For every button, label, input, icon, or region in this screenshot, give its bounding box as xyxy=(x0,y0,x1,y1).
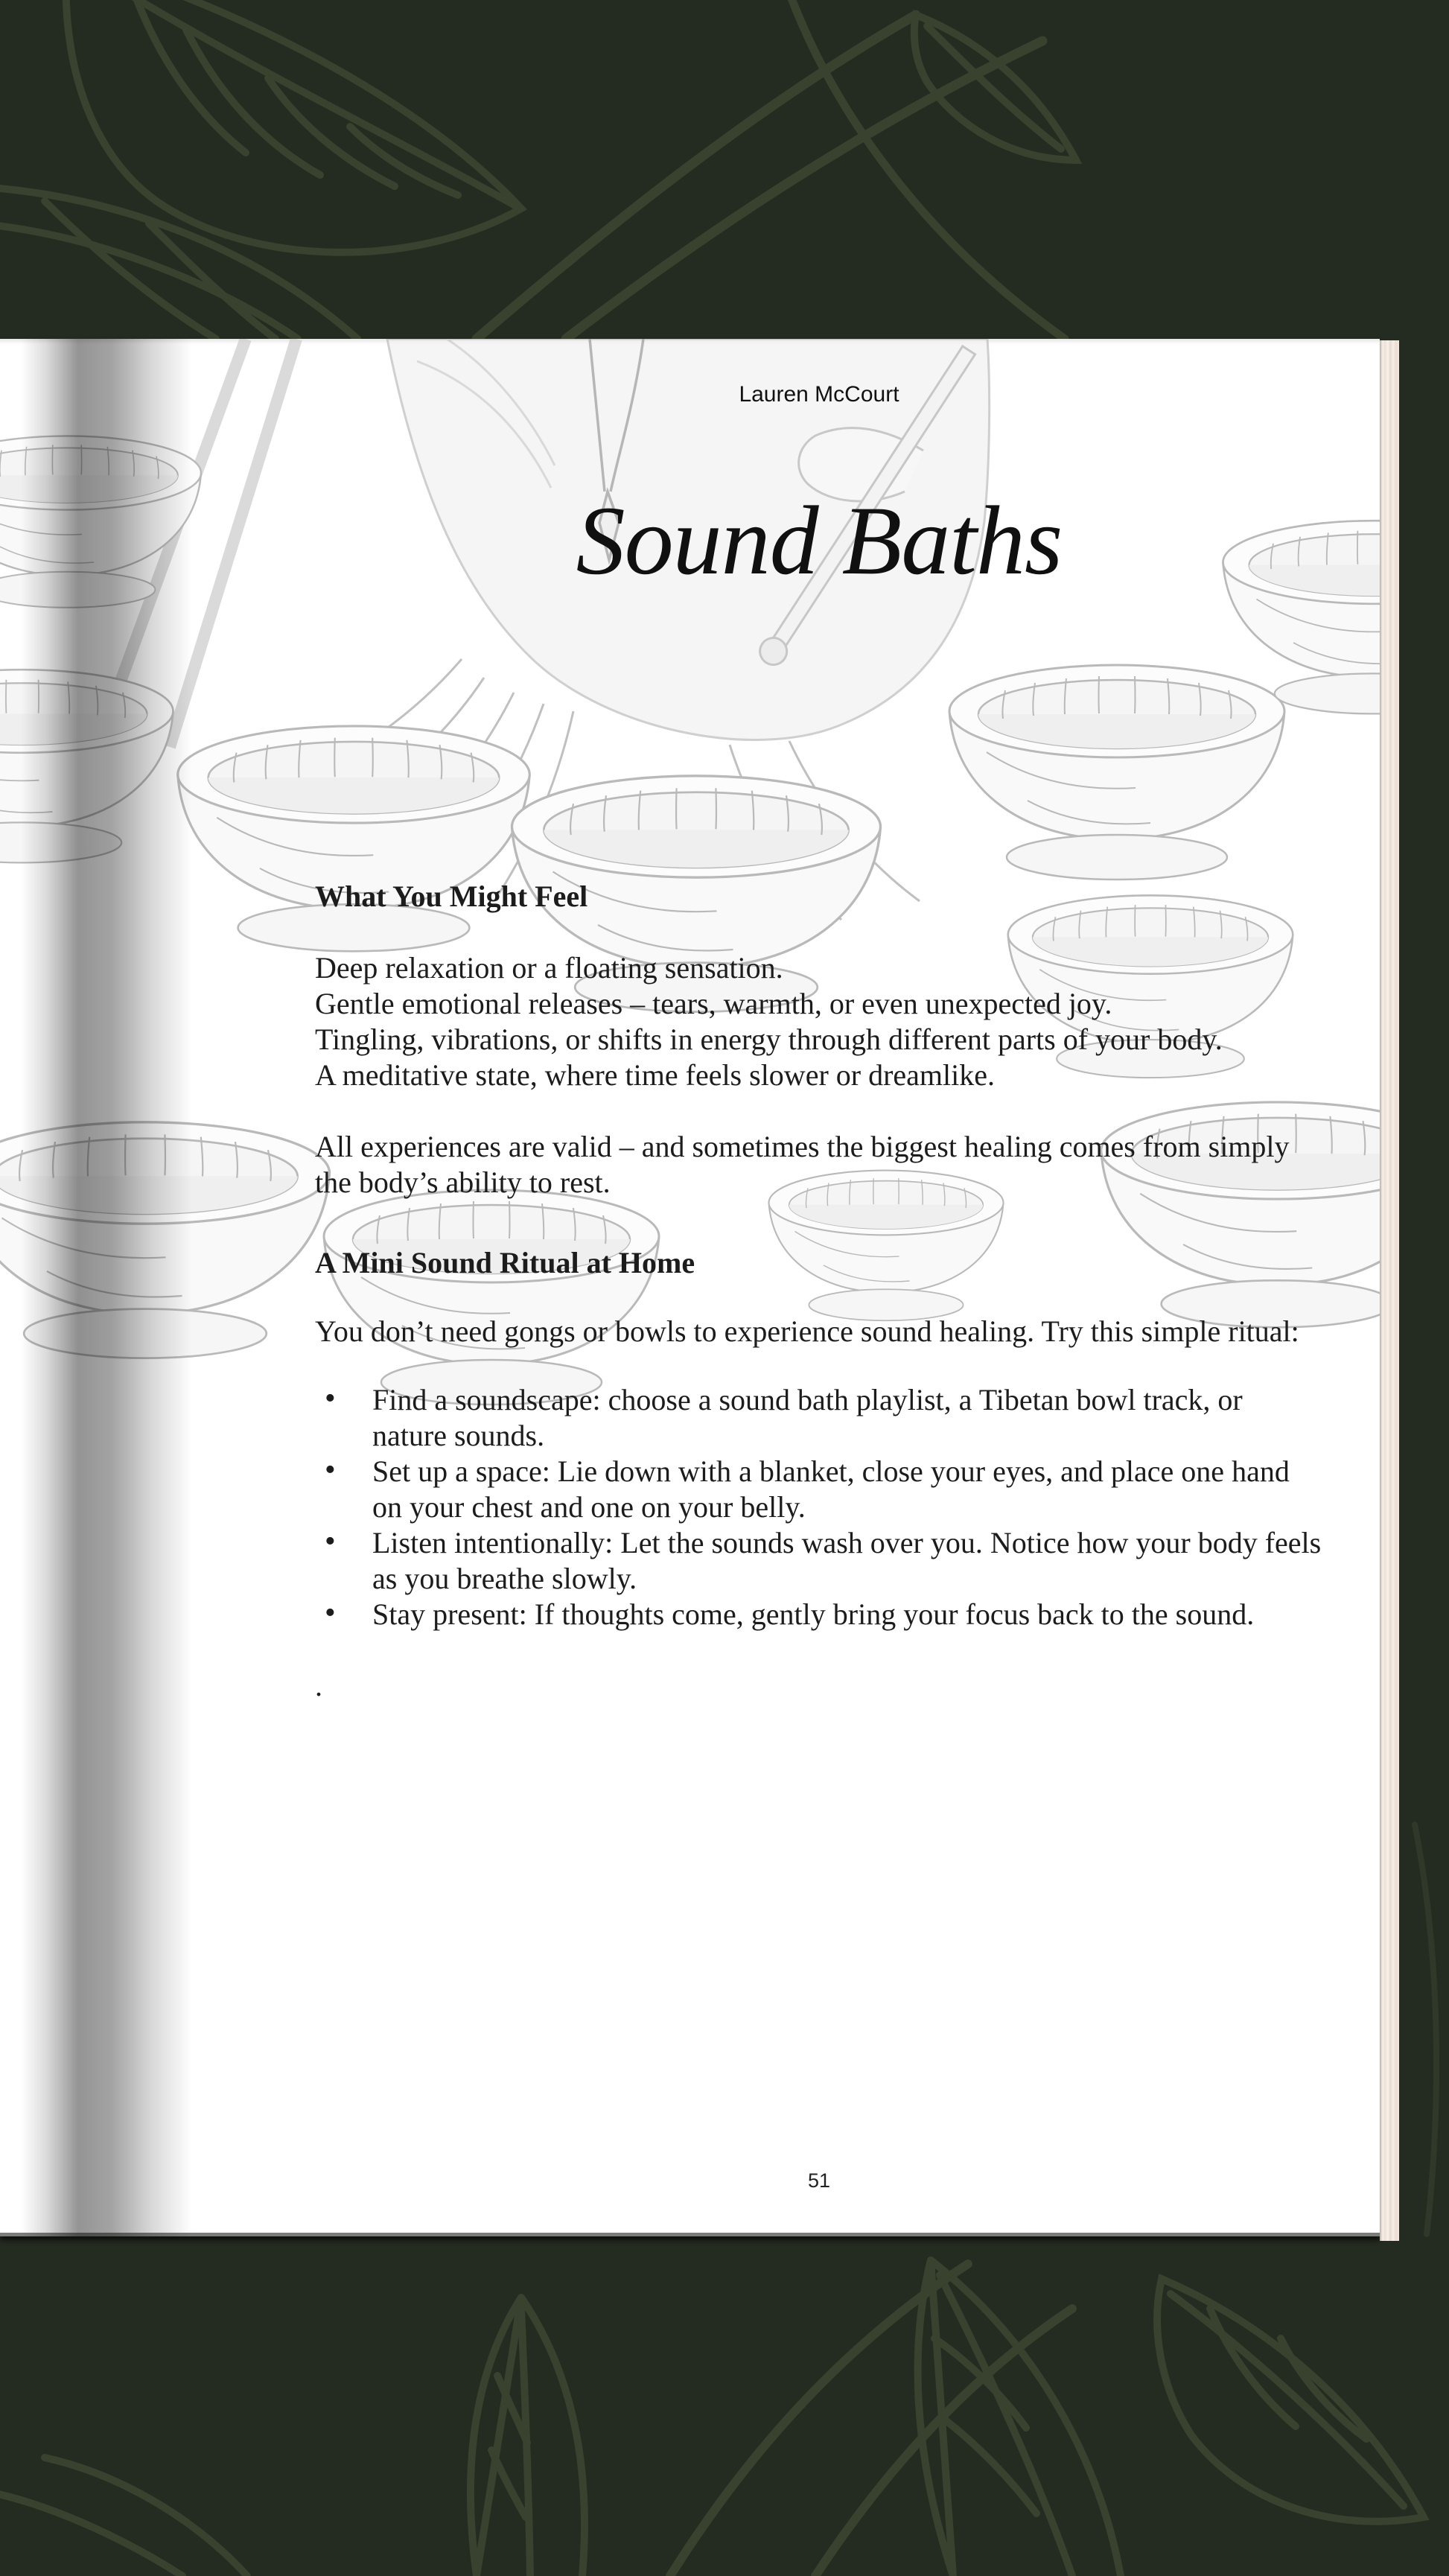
book-page-edge xyxy=(1380,340,1399,2241)
page-spine-gradient xyxy=(0,339,216,2236)
ritual-steps-list xyxy=(315,1382,1323,1632)
page-number: 51 xyxy=(807,2169,831,2192)
section-heading-ritual: A Mini Sound Ritual at Home xyxy=(315,1246,695,1279)
feel-line: Deep relaxation or a floating sensation. xyxy=(315,951,783,985)
chapter-title: Sound Baths xyxy=(576,486,1063,595)
ritual-step: • Listen intentionally: Let the sounds wash over you. Notice how your body feels as you breathe slowly. xyxy=(372,1525,1323,1597)
ritual-step: • Stay present: If thoughts come, gently bring your focus back to the sound. xyxy=(372,1597,1323,1632)
author-header: Lauren McCourt xyxy=(739,382,899,407)
feel-line: Tingling, vibrations, or shifts in energy through different parts of your body. xyxy=(315,1023,1223,1056)
feel-list xyxy=(315,950,1323,1093)
text-column xyxy=(315,339,1323,2236)
feel-line: A meditative state, where time feels slower or dreamlike. xyxy=(315,1058,996,1092)
stray-period: . xyxy=(315,1669,322,1702)
ritual-step: • Set up a space: Lie down with a blanket, close your eyes, and place one hand on your chest and one on your belly. xyxy=(372,1454,1323,1525)
ritual-step: • Find a soundscape: choose a sound bath playlist, a Tibetan bowl track, or nature sounds. xyxy=(372,1382,1323,1454)
feel-line: Gentle emotional releases – tears, warmth, or even unexpected joy. xyxy=(315,987,1112,1020)
ritual-intro-paragraph: You don’t need gongs or bowls to experience sound healing. Try this simple ritual: xyxy=(315,1314,1299,1348)
section-heading-feel: What You Might Feel xyxy=(315,880,588,913)
feel-closing-paragraph: All experiences are valid – and sometimes the biggest healing comes from simply the body’s ability to rest. xyxy=(315,1130,1290,1199)
body-text xyxy=(315,879,1323,1704)
book-page xyxy=(0,339,1380,2236)
